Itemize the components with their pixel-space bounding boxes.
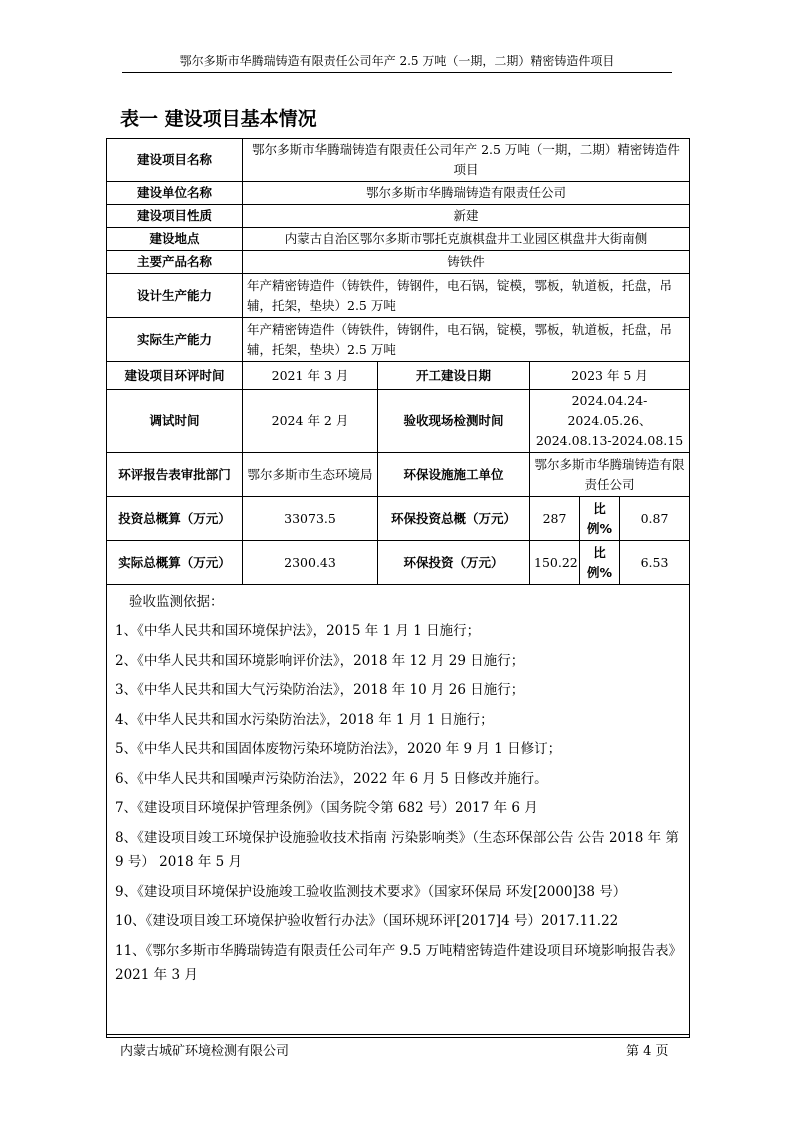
table-row bbox=[107, 251, 690, 274]
eia-approval-label: 环评报告表审批部门 bbox=[107, 453, 243, 497]
basis-title: 验收监测依据： bbox=[129, 594, 224, 610]
basis-item: 3、《中华人民共和国大气污染防治法》，2018 年 10 月 26 日施行； bbox=[115, 682, 525, 698]
table-row bbox=[107, 205, 690, 228]
env-construction-value: 鄂尔多斯市华腾瑞铸造有限责任公司 bbox=[530, 453, 690, 497]
debug-time-label: 调试时间 bbox=[107, 390, 243, 453]
table-row bbox=[107, 541, 690, 585]
actual-investment-value: 2300.43 bbox=[243, 541, 378, 585]
inspection-time-value: 2024.04.24-2024.05.26、2024.08.13-2024.08.15 bbox=[530, 390, 690, 453]
basis-cell bbox=[107, 585, 690, 1038]
product-value: 铸铁件 bbox=[243, 251, 690, 274]
design-capacity-label: 设计生产能力 bbox=[107, 274, 243, 318]
table-row bbox=[107, 390, 690, 453]
actual-capacity-value: 年产精密铸造件（铸铁件，铸钢件，电石锅，锭模，鄂板，轨道板，托盘，吊辅，托架，垫块）2.5 万吨 bbox=[243, 318, 690, 362]
eia-approval-value: 鄂尔多斯市生态环境局 bbox=[243, 453, 378, 497]
basis-item: 1、《中华人民共和国环境保护法》，2015 年 1 月 1 日施行； bbox=[115, 623, 481, 639]
ratio-budget-value: 0.87 bbox=[620, 497, 690, 541]
table-row bbox=[107, 318, 690, 362]
start-date-label: 开工建设日期 bbox=[378, 362, 530, 390]
unit-name-value: 鄂尔多斯市华腾瑞铸造有限责任公司 bbox=[243, 182, 690, 205]
env-investment-actual-label: 环保投资（万元） bbox=[378, 541, 530, 585]
design-capacity-value: 年产精密铸造件（铸铁件，铸钢件，电石锅，锭模，鄂板，轨道板，托盘，吊辅，托架，垫块）2.5 万吨 bbox=[243, 274, 690, 318]
section-title: 表一 建设项目基本情况 bbox=[120, 108, 317, 130]
env-investment-budget-value: 287 bbox=[530, 497, 580, 541]
inspection-time-label: 验收现场检测时间 bbox=[378, 390, 530, 453]
basis-item: 4、《中华人民共和国水污染防治法》，2018 年 1 月 1 日施行； bbox=[115, 711, 494, 728]
footer-company: 内蒙古城矿环境检测有限公司 bbox=[120, 1044, 290, 1059]
location-value: 内蒙古自治区鄂尔多斯市鄂托克旗棋盘井工业园区棋盘井大街南侧 bbox=[243, 228, 690, 251]
eia-time-label: 建设项目环评时间 bbox=[107, 362, 243, 390]
table-row bbox=[107, 453, 690, 497]
basis-item: 11、《鄂尔多斯市华腾瑞铸造有限责任公司年产 9.5 万吨精密铸造件建设项目环境影响报告表》2021 年 3 月 bbox=[115, 942, 682, 983]
nature-label: 建设项目性质 bbox=[107, 205, 243, 228]
page-number: 第 4 页 bbox=[626, 1044, 669, 1059]
running-header-title: 鄂尔多斯市华腾瑞铸造有限责任公司年产 2.5 万吨（一期，二期）精密铸造件项目 bbox=[179, 54, 615, 68]
table-row bbox=[107, 139, 690, 182]
basis-item: 10、《建设项目竣工环境保护验收暂行办法》（国环规环评[2017]4 号）2017.11.22 bbox=[115, 913, 619, 929]
ratio-label: 比例% bbox=[580, 541, 620, 585]
env-investment-actual-value: 150.22 bbox=[530, 541, 580, 585]
basis-item: 2、《中华人民共和国环境影响评价法》，2018 年 12 月 29 日施行； bbox=[115, 652, 525, 669]
table-row bbox=[107, 362, 690, 390]
table-row bbox=[107, 228, 690, 251]
debug-time-value: 2024 年 2 月 bbox=[243, 390, 378, 453]
table-row bbox=[107, 585, 690, 1038]
actual-capacity-label: 实际生产能力 bbox=[107, 318, 243, 362]
footer-divider bbox=[106, 1034, 689, 1035]
basis-item: 7、《建设项目环境保护管理条例》（国务院令第 682 号）2017 年 6 月 bbox=[115, 800, 538, 816]
table-row bbox=[107, 274, 690, 318]
start-date-value: 2023 年 5 月 bbox=[530, 362, 690, 390]
actual-investment-label: 实际总概算（万元） bbox=[107, 541, 243, 585]
location-label: 建设地点 bbox=[107, 228, 243, 251]
env-investment-budget-label: 环保投资总概（万元） bbox=[378, 497, 530, 541]
investment-budget-label: 投资总概算（万元） bbox=[107, 497, 243, 541]
env-construction-label: 环保设施施工单位 bbox=[378, 453, 530, 497]
basis-item: 6、《中华人民共和国噪声污染防治法》，2022 年 6 月 5 日修改并施行。 bbox=[115, 770, 548, 787]
basis-item: 8、《建设项目竣工环境保护设施验收技术指南 污染影响类》（生态环保部公告 公告 2018 年 第 9 号） 2018 年 5 月 bbox=[115, 829, 679, 870]
project-info-table bbox=[106, 138, 690, 1038]
basis-item: 5、《中华人民共和国固体废物污染环境防治法》，2020 年 9 月 1 日修订； bbox=[115, 741, 562, 757]
project-name-value: 鄂尔多斯市华腾瑞铸造有限责任公司年产 2.5 万吨（一期，二期）精密铸造件项目 bbox=[243, 139, 690, 182]
unit-name-label: 建设单位名称 bbox=[107, 182, 243, 205]
product-label: 主要产品名称 bbox=[107, 251, 243, 274]
basis-item: 9、《建设项目环境保护设施竣工验收监测技术要求》（国家环保局 环发[2000]38 号） bbox=[115, 883, 627, 900]
project-name-label: 建设项目名称 bbox=[107, 139, 243, 182]
table-row bbox=[107, 497, 690, 541]
eia-time-value: 2021 年 3 月 bbox=[243, 362, 378, 390]
ratio-label: 比例% bbox=[580, 497, 620, 541]
ratio-actual-value: 6.53 bbox=[620, 541, 690, 585]
table-row bbox=[107, 182, 690, 205]
nature-value: 新建 bbox=[243, 205, 690, 228]
header-divider bbox=[122, 72, 672, 73]
investment-budget-value: 33073.5 bbox=[243, 497, 378, 541]
